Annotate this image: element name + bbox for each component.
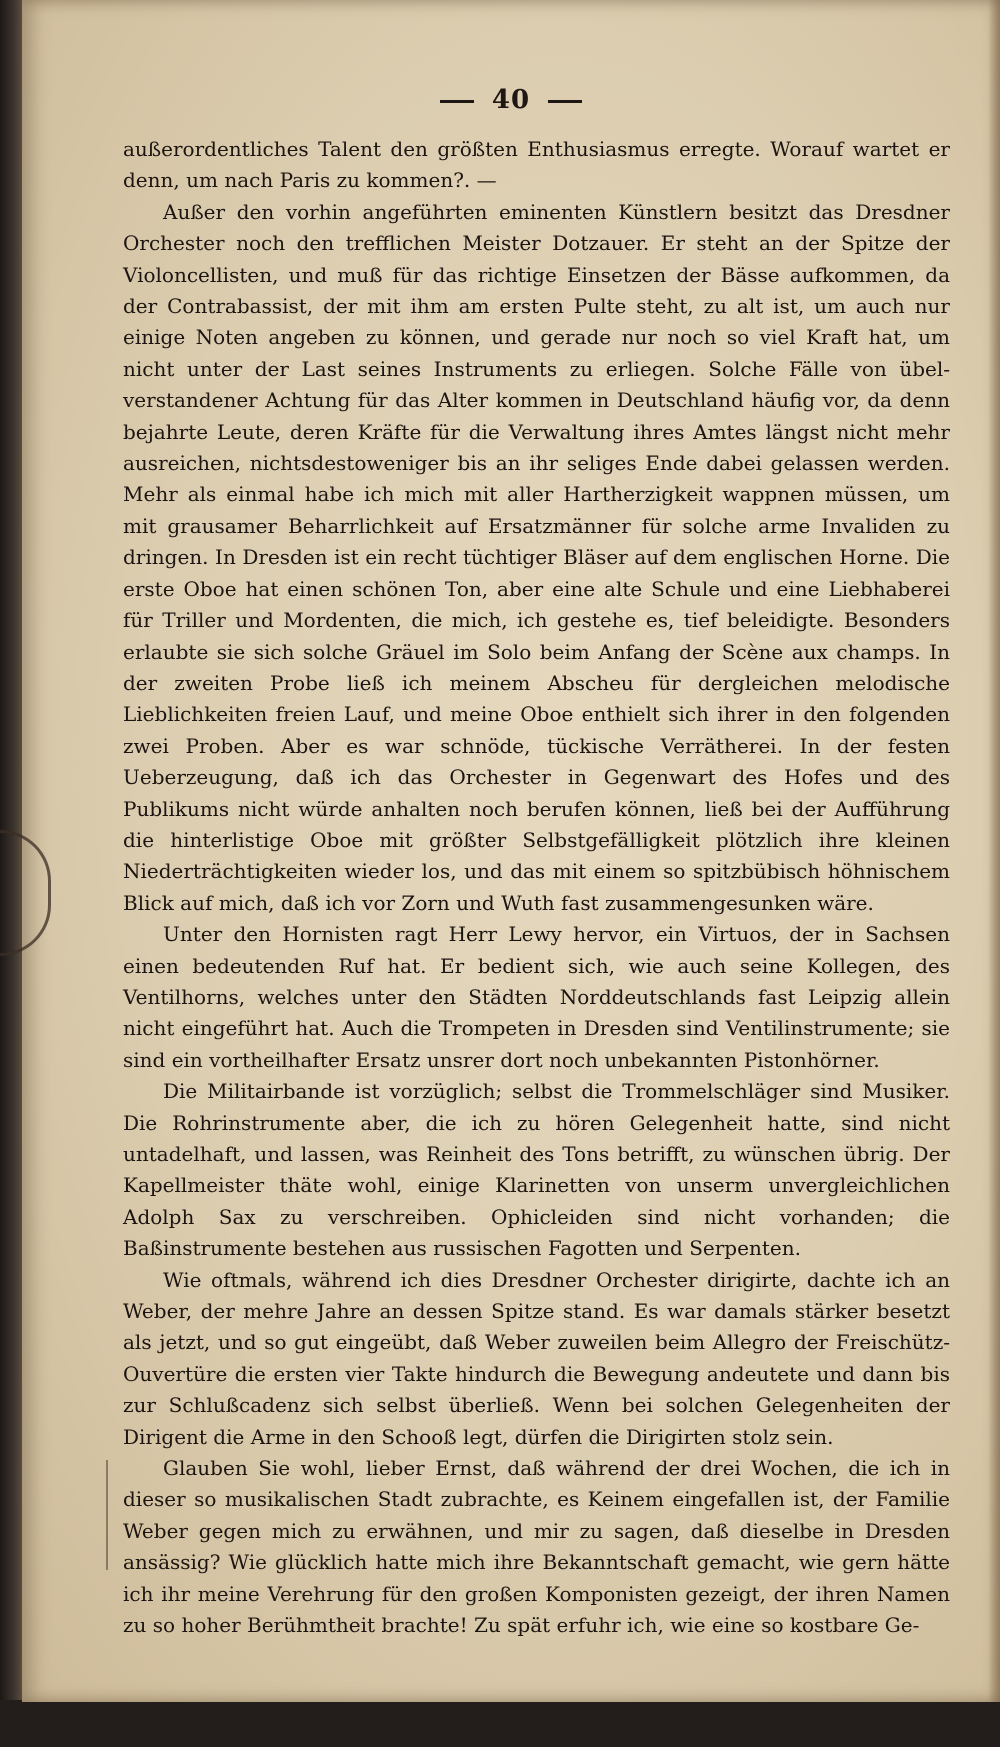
header-dash-right [548, 100, 582, 103]
scan-background-bottom [0, 1700, 1000, 1747]
paragraph-hornists: Unter den Hornisten ragt Herr Lewy hervor, ein Virtuos, der in Sachsen einen bedeutenden Ruf hat. Er bedient sich, wie auch seine Kollegen, des Ventilhorns, welches unter den Städten Norddeutschlands fast Leipzig allein nicht eingeführt hat. Auch die Trompeten in Dresden sind Ventilinstrumente; sie sind ein vortheilhafter Ersatz unsrer dort noch unbekannten Pistonhörner. [123, 922, 950, 1072]
paragraph-military-band: Die Militairbande ist vorzüglich; selbst die Trommelschläger sind Musiker. Die Rohrinstrumente aber, die ich zu hören Gelegenheit hatte, sind nicht untadelhaft, und lassen, was Reinheit des Tons betrifft, zu wünschen übrig. Der Kapellmeister thäte wohl, einige Klarinetten von unserm unvergleichlichen Adolph Sax zu verschreiben. Ophicleiden sind nicht vorhanden; die Baßinstrumente bestehen aus russischen Fagotten und Serpenten. [123, 1079, 950, 1261]
book-page [22, 0, 1000, 1702]
header-dash-left [440, 100, 474, 103]
margin-pencil-mark [106, 1460, 108, 1570]
paragraph-continuation: außerordentliches Talent den größten Enthusiasmus erregte. Worauf wartet er denn, um nach Paris zu kommen?. — [123, 137, 950, 193]
binding-string-mark [0, 830, 51, 956]
paragraph-dresden-orchestra: Außer den vorhin angeführten eminenten Künstlern besitzt das Dresdner Orchester noch den trefflichen Meister Dotzauer. Er steht an der Spitze der Violoncellisten, und muß für das richtige Einsetzen der Bässe aufkommen, da der Contrabassist, der mit ihm am ersten Pulte steht, zu alt ist, um auch nur einige Noten angeben zu können, und gerade nur noch so viel Kraft hat, um nicht unter der Last seines Instruments zu erliegen. Solche Fälle von übel-verstandener Achtung für das Alter kommen in Deutschland häufig vor, da denn bejahrte Leute, deren Kräfte für die Verwaltung ihres Amtes längst nicht mehr ausreichen, nichtsdestoweniger bis an ihr seliges Ende dabei gelassen werden. Mehr als einmal habe ich mich mit aller Hartherzigkeit wappnen müssen, um mit grausamer Beharrlichkeit auf Ersatzmänner für solche arme Invaliden zu dringen. In Dresden ist ein recht tüchtiger Bläser auf dem englischen Horne. Die erste Oboe hat einen schönen Ton, aber eine alte Schule und eine Liebhaberei für Triller und Mordenten, die mich, ich gestehe es, tief beleidigte. Besonders erlaubte sie sich solche Gräuel im Solo beim Anfang der Scène aux champs. In der zweiten Probe ließ ich meinem Abscheu für dergleichen melodische Lieblichkeiten freien Lauf, und meine Oboe enthielt sich ihrer in den folgenden zwei Proben. Aber es war schnöde, tückische Verrätherei. In der festen Ueberzeugung, daß ich das Orchester in Gegenwart des Hofes und des Publikums nicht würde anhalten noch berufen können, ließ bei der Aufführung die hinterlistige Oboe mit größter Selbstgefälligkeit plötzlich ihre kleinen Niederträchtigkeiten wieder los, und das mit einem so spitzbübisch höhnischem Blick auf mich, daß ich vor Zorn und Wuth fast zusammengesunken wäre. [123, 199, 950, 915]
page-header [22, 85, 1000, 115]
page-edge-shadow [988, 0, 1000, 1702]
paragraph-weber-memory: Wie oftmals, während ich dies Dresdner Orchester dirigirte, dachte ich an Weber, der mehre Jahre an dessen Spitze stand. Es war damals stärker besetzt als jetzt, und so gut eingeübt, daß Weber zuweilen beim Allegro der Freischütz-Ouvertüre die ersten vier Takte hindurch die Bewegung andeutete und dann bis zur Schlußcadenz sich selbst überließ. Wenn bei solchen Gelegenheiten der Dirigent die Arme in den Schooß legt, dürfen die Dirigirten stolz sein. [123, 1267, 950, 1449]
paragraph-weber-family: Glauben Sie wohl, lieber Ernst, daß während der drei Wochen, die ich in dieser so musikalischen Stadt zubrachte, es Keinem eingefallen ist, der Familie Weber gegen mich zu erwähnen, und mir zu sagen, daß dieselbe in Dresden ansässig? Wie glücklich hatte mich ihre Bekanntschaft gemacht, wie gern hätte ich ihr meine Verehrung für den großen Komponisten gezeigt, der ihren Namen zu so hoher Berühmtheit brachte! Zu spät erfuhr ich, wie eine so kostbare Ge- [123, 1456, 950, 1638]
body-text [123, 134, 950, 1642]
page-number: 40 [491, 85, 531, 115]
